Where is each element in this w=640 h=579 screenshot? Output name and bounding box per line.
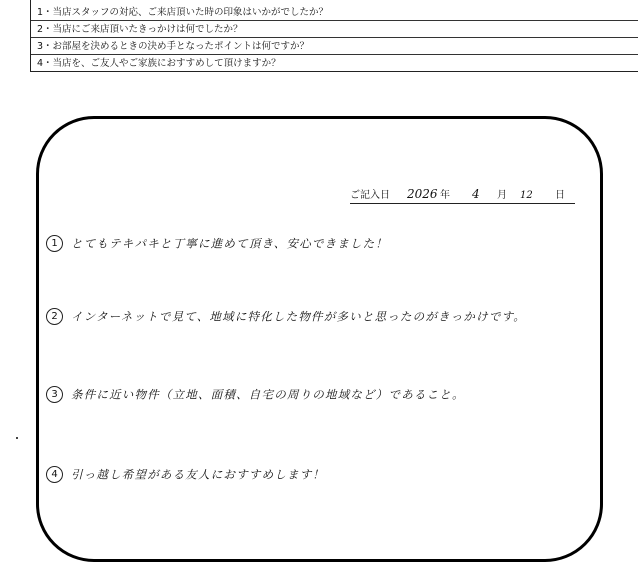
answer-4-number: 4 [46,466,63,483]
entry-date-day: 12 [520,190,533,201]
answer-3-number: 3 [46,386,63,403]
entry-date-day-unit: 日 [555,190,565,201]
answer-1 [46,232,388,254]
entry-date [350,186,575,204]
answer-3-text: 条件に近い物件（立地、面積、自宅の周りの地域など）であること。 [71,387,465,402]
entry-date-year-unit: 年 [440,190,450,201]
question-4: 4・当店を、ご友人やご家族におすすめして頂けますか？ [37,58,281,69]
entry-date-month-unit: 月 [497,190,507,201]
entry-date-label: ご記入日 [350,190,390,201]
answer-3 [46,383,465,405]
answer-1-number: 1 [46,235,63,252]
answer-1-text: とてもテキパキと丁寧に進めて頂き、安心できました！ [71,236,389,251]
stray-mark [16,437,18,439]
question-1: 1・当店スタッフの対応、ご来店頂いた時の印象はいかがでしたか？ [31,4,638,21]
answer-2-text: インターネットで見て、地域に特化した物件が多いと思ったのがきっかけです。 [71,309,527,324]
question-list [30,0,638,72]
entry-date-month: 4 [472,187,480,201]
answer-4-text: 引っ越し希望がある友人におすすめします！ [71,467,326,482]
answer-card [36,116,603,562]
answer-4 [46,463,325,485]
entry-date-year: 2026 [407,187,438,201]
answer-2 [46,305,526,327]
question-3: 3・お部屋を決めるときの決め手となったポイントは何ですか？ [31,38,638,55]
answer-2-number: 2 [46,308,63,325]
question-2: 2・当店にご来店頂いたきっかけは何でしたか？ [31,21,638,38]
